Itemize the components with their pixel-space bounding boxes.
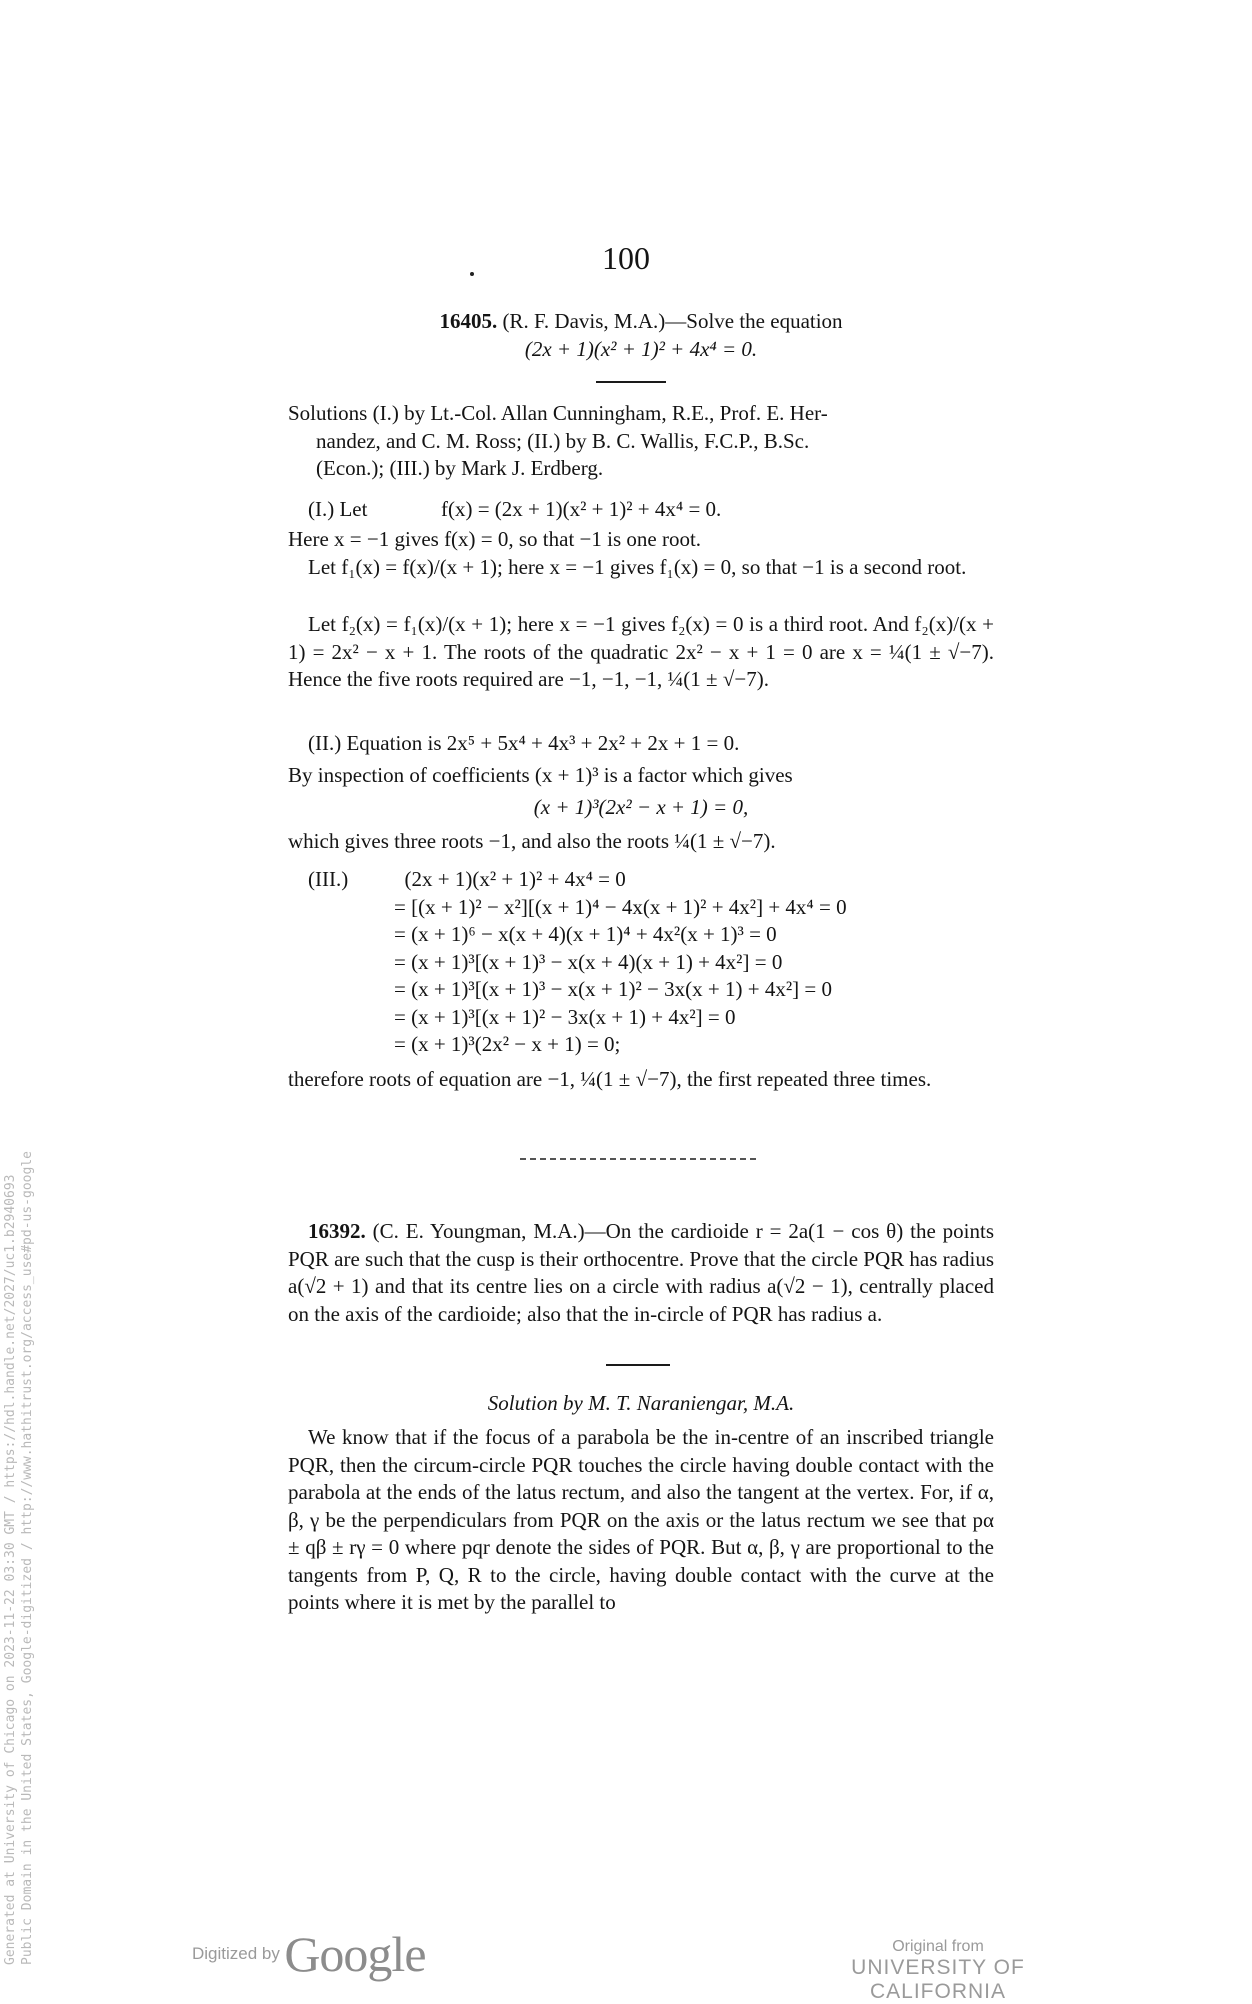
- separator-rule: [520, 1158, 756, 1161]
- solution-2-line-3: which gives three roots −1, and also the roots ¼(1 ± √−7).: [288, 829, 776, 853]
- solution-2-line-2: By inspection of coefficients (x + 1)³ is a factor which gives: [288, 763, 793, 787]
- section-rule: [606, 1364, 670, 1366]
- solvers-line-3: (Econ.); (III.) by Mark J. Erdberg.: [316, 456, 604, 480]
- solution-1-para-1: Here x = −1 gives f(x) = 0, so that −1 is one root.: [288, 527, 702, 551]
- google-logo: Google: [284, 1926, 426, 1982]
- problem-16405-header: [288, 308, 994, 336]
- solution-1-let: (I.) Let f(x) = (2x + 1)(x² + 1)² + 4x⁴ = 0.: [308, 497, 722, 521]
- derivation-line: (2x + 1)(x² + 1)² + 4x⁴ = 0: [394, 867, 626, 891]
- derivation-line: = (x + 1)³(2x² − x + 1) = 0;: [394, 1032, 621, 1056]
- problem-statement: (C. E. Youngman, M.A.)—On the cardioide r = 2a(1 − cos θ) the points PQR are such that the cusp is their orthocentre. Prove that the circle PQR has radius a(√2 + 1) and that its centre lies on a circle with radius a(√2 − 1), centrally placed on the axis of the cardioide; also that the in-circle of PQR has radius a.: [288, 1219, 994, 1326]
- page-number: 100: [602, 240, 650, 276]
- original-from: [798, 1938, 1078, 2004]
- problem-statement: (R. F. Davis, M.A.)—Solve the equation: [502, 309, 843, 333]
- scan-speck: [470, 272, 474, 276]
- problem-16405-equation: (2x + 1)(x² + 1)² + 4x⁴ = 0.: [524, 337, 758, 361]
- solvers-credit: [288, 400, 994, 483]
- digitized-by-google: [192, 1925, 426, 1983]
- problem-number: 16405.: [439, 309, 498, 333]
- original-from-label: Original from: [892, 1938, 984, 1955]
- section-rule: [596, 381, 666, 383]
- solution-1-para-3: Let f₂(x) = f₁(x)/(x + 1); here x = −1 gives f₂(x) = 0 is a third root. And f₂(x)/(x + 1) = 2x² − x + 1. The roots of the quadratic 2x² − x + 1 = 0 are x = ¼(1 ± √−7). Hence the five roots required are −1, −1, −1, ¼(1 ± √−7).: [288, 612, 994, 691]
- derivation-line: = (x + 1)³[(x + 1)² − 3x(x + 1) + 4x²] = 0: [394, 1004, 736, 1029]
- solution-body: We know that if the focus of a parabola be the in-centre of an inscribed triangle PQR, then the circum-circle PQR touches the circle having double contact with the parabola at the ends of the latus rectum, and also the tangent at the vertex. For, if α, β, γ be the perpendiculars from PQR on the axis or the latus rectum we see that pα ± qβ ± rγ = 0 where pqr denote the sides of PQR. But α, β, γ are proportional to the tangents from P, Q, R to the circle, having double contact with the curve at the points where it is met by the parallel to: [288, 1425, 994, 1614]
- derivation-line: = (x + 1)³[(x + 1)³ − x(x + 1)² − 3x(x + 1) + 4x²] = 0: [394, 977, 832, 1001]
- problem-number: 16392.: [308, 1219, 366, 1243]
- solution-2-line-1: (II.) Equation is 2x⁵ + 5x⁴ + 4x³ + 2x² + 2x + 1 = 0.: [308, 731, 740, 755]
- hathitrust-watermark: [2, 1151, 36, 1965]
- solution-3-derivation: [394, 866, 994, 1059]
- solution-3-conclusion: therefore roots of equation are −1, ¼(1 ± √−7), the first repeated three times.: [288, 1067, 932, 1091]
- solution-3-label: (III.): [308, 867, 349, 891]
- problem-16392: [288, 1218, 994, 1328]
- solution-credit: Solution by M. T. Naraniengar, M.A.: [487, 1391, 795, 1415]
- solution-1-para-2: Let f₁(x) = f(x)/(x + 1); here x = −1 gives f₁(x) = 0, so that −1 is a second root.: [308, 555, 967, 579]
- watermark-line-2: Public Domain in the United States, Google-digitized / http://www.hathitrust.org/access_use#pd-us-google: [20, 1151, 35, 1965]
- solvers-line-2: nandez, and C. M. Ross; (II.) by B. C. Wallis, F.C.P., B.Sc.: [316, 428, 810, 453]
- digitized-by-label: Digitized by: [192, 1944, 280, 1963]
- solvers-line-1: Solutions (I.) by Lt.-Col. Allan Cunningham, R.E., Prof. E. Her-: [288, 401, 828, 425]
- derivation-line: = (x + 1)⁶ − x(x + 4)(x + 1)⁴ + 4x²(x + 1)³ = 0: [394, 922, 777, 946]
- institution-name: UNIVERSITY OF CALIFORNIA: [851, 1956, 1025, 2003]
- solution-2-equation: (x + 1)³(2x² − x + 1) = 0,: [533, 795, 749, 819]
- derivation-line: = [(x + 1)² − x²][(x + 1)⁴ − 4x(x + 1)² + 4x²] + 4x⁴ = 0: [394, 894, 847, 919]
- watermark-line-1: Generated at University of Chicago on 2023-11-22 03:30 GMT / https://hdl.handle.net/2027/uc1.b2940693: [3, 1174, 18, 1965]
- derivation-line: = (x + 1)³[(x + 1)³ − x(x + 4)(x + 1) + 4x²] = 0: [394, 949, 783, 974]
